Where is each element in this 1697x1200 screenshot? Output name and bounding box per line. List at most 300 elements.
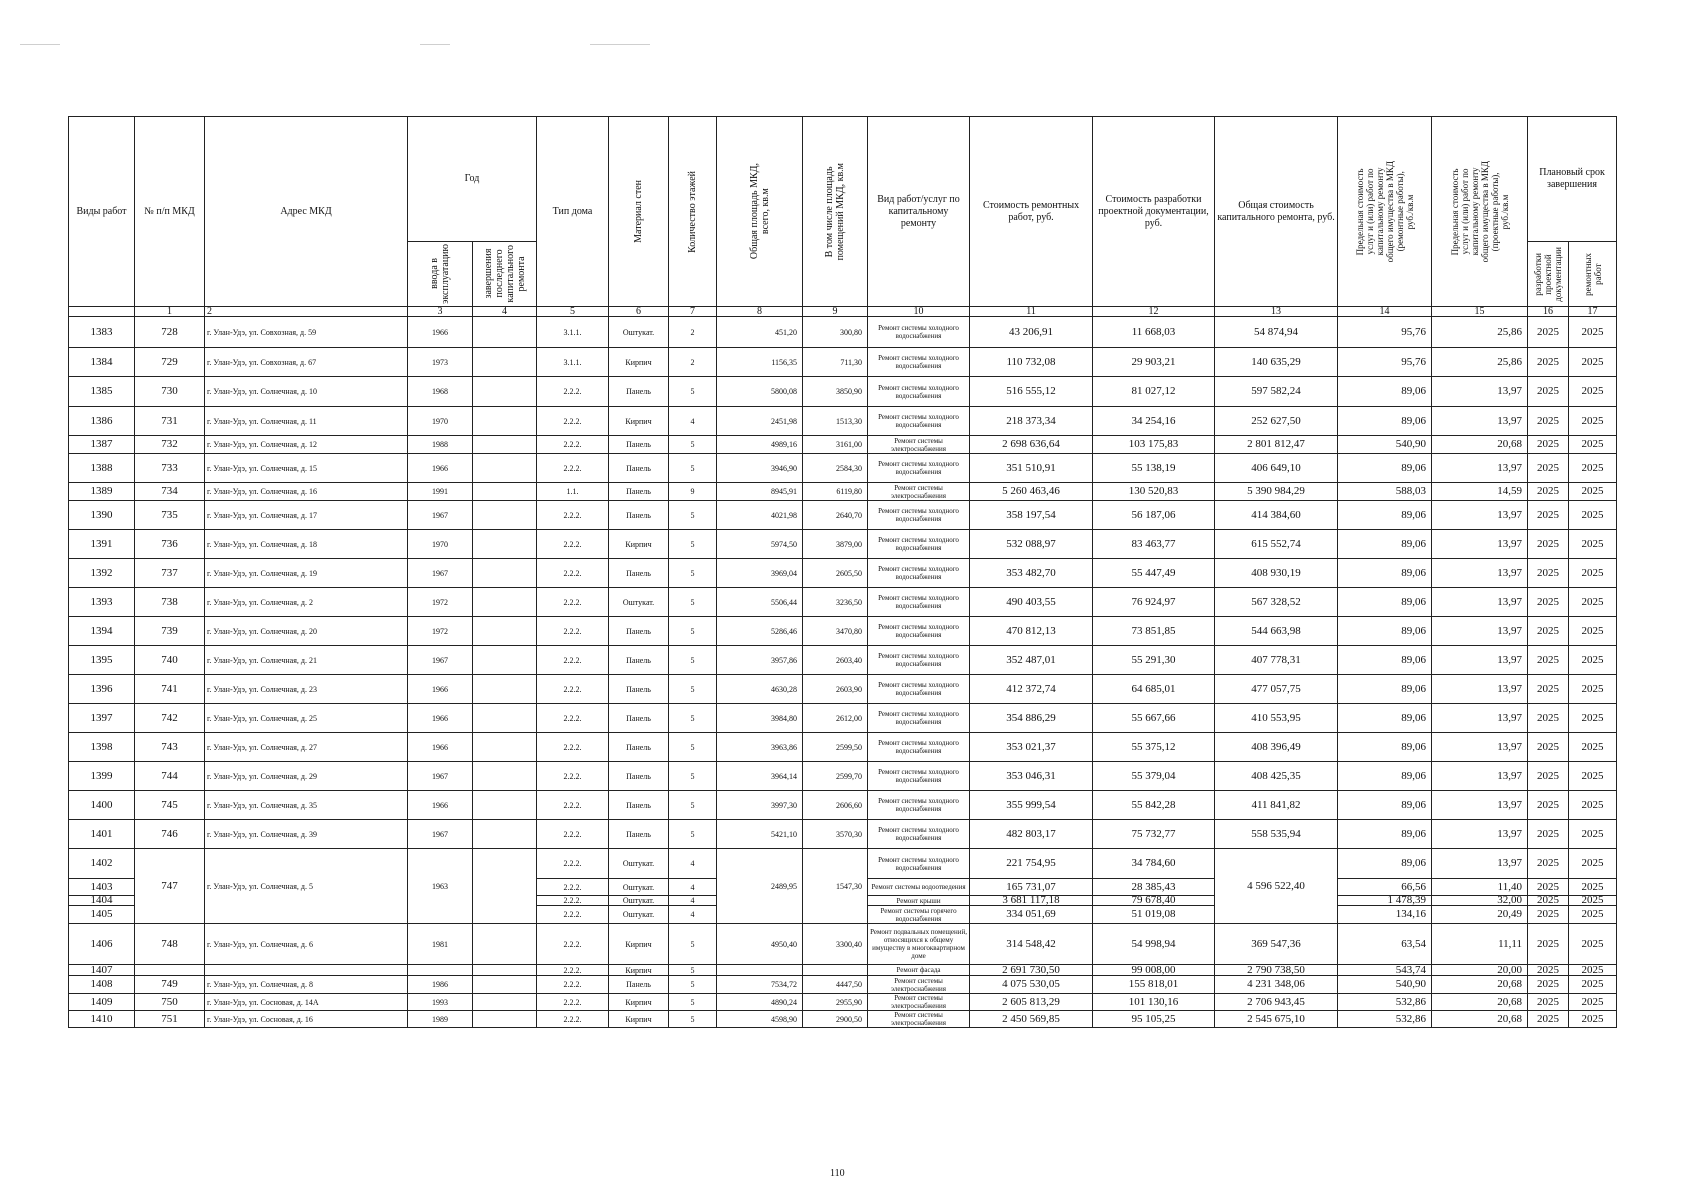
cell-premises-area: 2605,50 (803, 559, 868, 588)
cell-mkd-number: 741 (135, 675, 205, 704)
cell-total-area: 8945,91 (717, 483, 803, 501)
cell-limit-repair: 540,90 (1338, 976, 1432, 994)
cell-address: г. Улан-Удэ, ул. Солнечная, д. 18 (205, 530, 408, 559)
cell-total-area: 4890,24 (717, 994, 803, 1011)
cell-id: 1407 (69, 965, 135, 976)
cell-year-built: 1966 (408, 791, 473, 820)
cell-year-repair (473, 849, 537, 924)
header-design-cost: Стоимость разработки проектной документации, руб. (1093, 117, 1215, 307)
cell-premises-area: 2603,90 (803, 675, 868, 704)
cell-total-cost: 558 535,94 (1215, 820, 1338, 849)
cell-work: Ремонт системы электроснабжения (868, 976, 970, 994)
cell-limit-design: 13,97 (1432, 407, 1528, 436)
cell-deadline-repair: 2025 (1569, 994, 1617, 1011)
cell-total-area: 3964,14 (717, 762, 803, 791)
header-limit-design-text: Предельная стоимость услуг и (или) работ по капитальному ремонту общего имущества в МКД (проектные работы), руб./кв.м (1449, 160, 1510, 263)
cell-house-type: 2.2.2. (537, 588, 609, 617)
cell-floors: 5 (669, 762, 717, 791)
cell-house-type: 2.2.2. (537, 646, 609, 675)
cell-house-type: 2.2.2. (537, 849, 609, 879)
table-row (69, 849, 1617, 879)
cell-premises-area: 711,30 (803, 348, 868, 377)
cell-design-cost: 130 520,83 (1093, 483, 1215, 501)
cell-limit-design: 11,11 (1432, 924, 1528, 965)
cell-id: 1399 (69, 762, 135, 791)
cell-total-cost: 2 706 943,45 (1215, 994, 1338, 1011)
cell-deadline-repair: 2025 (1569, 762, 1617, 791)
cell-floors: 5 (669, 820, 717, 849)
header-limit-repair (1338, 117, 1432, 307)
cell-limit-design: 20,68 (1432, 994, 1528, 1011)
cell-wall: Панель (609, 762, 669, 791)
cell-deadline-design: 2025 (1528, 454, 1569, 483)
cell-wall: Панель (609, 377, 669, 407)
cell-design-cost: 95 105,25 (1093, 1011, 1215, 1028)
cell-design-cost: 11 668,03 (1093, 317, 1215, 348)
cell-repair-cost: 412 372,74 (970, 675, 1093, 704)
cell-deadline-repair: 2025 (1569, 617, 1617, 646)
cell-mkd-number: 737 (135, 559, 205, 588)
colnum: 7 (669, 307, 717, 317)
cell-house-type: 2.2.2. (537, 530, 609, 559)
cell-wall: Панель (609, 501, 669, 530)
cell-deadline-repair: 2025 (1569, 965, 1617, 976)
cell-wall: Панель (609, 483, 669, 501)
header-year-commissioning (408, 242, 473, 307)
cell-work: Ремонт системы холодного водоснабжения (868, 377, 970, 407)
cell-floors: 5 (669, 530, 717, 559)
cell-wall: Панель (609, 617, 669, 646)
cell-deadline-repair: 2025 (1569, 559, 1617, 588)
cell-house-type: 2.2.2. (537, 733, 609, 762)
cell-floors: 5 (669, 1011, 717, 1028)
colnum: 13 (1215, 307, 1338, 317)
cell-id: 1391 (69, 530, 135, 559)
cell-year-built: 1967 (408, 501, 473, 530)
table-row (69, 501, 1617, 530)
colnum: 17 (1569, 307, 1617, 317)
cell-total-area: 2489,95 (717, 849, 803, 924)
cell-address: г. Улан-Удэ, ул. Солнечная, д. 5 (205, 849, 408, 924)
header-repair-cost: Стоимость ремонтных работ, руб. (970, 117, 1093, 307)
cell-id: 1388 (69, 454, 135, 483)
cell-repair-cost: 334 051,69 (970, 906, 1093, 924)
cell-year-built: 1981 (408, 924, 473, 965)
cell-limit-design: 13,97 (1432, 454, 1528, 483)
cell-house-type: 2.2.2. (537, 906, 609, 924)
cell-total-cost: 567 328,52 (1215, 588, 1338, 617)
cell-floors: 5 (669, 965, 717, 976)
cell-mkd-number: 742 (135, 704, 205, 733)
cell-total-cost: 140 635,29 (1215, 348, 1338, 377)
cell-floors: 5 (669, 791, 717, 820)
header-year-commissioning-text: ввода в эксплуатацию (429, 244, 451, 304)
cell-deadline-repair: 2025 (1569, 896, 1617, 906)
cell-address: г. Улан-Удэ, ул. Солнечная, д. 20 (205, 617, 408, 646)
cell-total-cost: 54 874,94 (1215, 317, 1338, 348)
cell-year-repair (473, 646, 537, 675)
table-row (69, 317, 1617, 348)
cell-limit-design: 13,97 (1432, 617, 1528, 646)
cell-year-repair (473, 733, 537, 762)
cell-limit-repair: 89,06 (1338, 849, 1432, 879)
cell-repair-cost: 2 450 569,85 (970, 1011, 1093, 1028)
cell-deadline-repair: 2025 (1569, 1011, 1617, 1028)
cell-floors: 5 (669, 501, 717, 530)
cell-year-built: 1970 (408, 407, 473, 436)
header-wall-material-text: Материал стен (633, 180, 645, 243)
cell-address: г. Улан-Удэ, ул. Солнечная, д. 39 (205, 820, 408, 849)
cell-id: 1398 (69, 733, 135, 762)
cell-work: Ремонт системы электроснабжения (868, 483, 970, 501)
cell-premises-area: 3300,40 (803, 924, 868, 965)
cell-limit-design: 13,97 (1432, 791, 1528, 820)
cell-work: Ремонт системы холодного водоснабжения (868, 501, 970, 530)
cell-address: г. Улан-Удэ, ул. Солнечная, д. 23 (205, 675, 408, 704)
header-limit-design (1432, 117, 1528, 307)
cell-total-cost: 4 596 522,40 (1215, 849, 1338, 924)
colnum: 16 (1528, 307, 1569, 317)
header-premises-area (803, 117, 868, 307)
cell-total-cost: 615 552,74 (1215, 530, 1338, 559)
cell-limit-repair: 89,06 (1338, 704, 1432, 733)
page-number: 110 (830, 1168, 845, 1179)
cell-year-built: 1966 (408, 454, 473, 483)
cell-wall: Кирпич (609, 994, 669, 1011)
cell-total-area: 3957,86 (717, 646, 803, 675)
cell-year-repair (473, 820, 537, 849)
table-row (69, 762, 1617, 791)
cell-address: г. Улан-Удэ, ул. Сосновая, д. 14А (205, 994, 408, 1011)
cell-deadline-repair: 2025 (1569, 454, 1617, 483)
cell-wall: Кирпич (609, 1011, 669, 1028)
cell-year-repair (473, 976, 537, 994)
cell-deadline-design: 2025 (1528, 976, 1569, 994)
cell-repair-cost: 3 681 117,18 (970, 896, 1093, 906)
cell-year-repair (473, 348, 537, 377)
cell-limit-design: 20,68 (1432, 436, 1528, 454)
cell-deadline-repair: 2025 (1569, 675, 1617, 704)
cell-work: Ремонт системы горячего водоснабжения (868, 906, 970, 924)
cell-limit-design: 20,68 (1432, 1011, 1528, 1028)
cell-total-cost: 597 582,24 (1215, 377, 1338, 407)
header-total-area (717, 117, 803, 307)
cell-address: г. Улан-Удэ, ул. Солнечная, д. 11 (205, 407, 408, 436)
header-limit-repair-text: Предельная стоимость услуг и (или) работ по капитальному ремонту общего имущества в МКД (ремонтные работы), руб./кв.м (1354, 160, 1415, 263)
cell-deadline-design: 2025 (1528, 530, 1569, 559)
table-row (69, 530, 1617, 559)
cell-premises-area: 2599,70 (803, 762, 868, 791)
table-row (69, 733, 1617, 762)
cell-floors: 5 (669, 559, 717, 588)
cell-premises-area: 1513,30 (803, 407, 868, 436)
cell-total-cost: 408 930,19 (1215, 559, 1338, 588)
cell-design-cost: 55 379,04 (1093, 762, 1215, 791)
cell-deadline-design: 2025 (1528, 588, 1569, 617)
cell-year-built: 1993 (408, 994, 473, 1011)
header-deadline-repair (1569, 242, 1617, 307)
cell-id: 1383 (69, 317, 135, 348)
cell-year-built: 1967 (408, 820, 473, 849)
cell-design-cost: 99 008,00 (1093, 965, 1215, 976)
cell-limit-design: 11,40 (1432, 879, 1528, 896)
cell-deadline-repair: 2025 (1569, 646, 1617, 675)
scan-speck (420, 44, 450, 45)
header-year-last-repair (473, 242, 537, 307)
cell-repair-cost: 221 754,95 (970, 849, 1093, 879)
cell-total-cost: 369 547,36 (1215, 924, 1338, 965)
cell-house-type: 3.1.1. (537, 317, 609, 348)
cell-year-built: 1970 (408, 530, 473, 559)
table-row (69, 976, 1617, 994)
cell-limit-design: 13,97 (1432, 501, 1528, 530)
cell-limit-repair: 89,06 (1338, 675, 1432, 704)
cell-premises-area: 2584,30 (803, 454, 868, 483)
cell-mkd-number: 748 (135, 924, 205, 965)
cell-year-repair (473, 994, 537, 1011)
cell-deadline-repair: 2025 (1569, 588, 1617, 617)
cell-deadline-design: 2025 (1528, 849, 1569, 879)
cell-work: Ремонт системы холодного водоснабжения (868, 791, 970, 820)
cell-work: Ремонт системы холодного водоснабжения (868, 704, 970, 733)
table-body (69, 317, 1617, 849)
cell-address: г. Улан-Удэ, ул. Солнечная, д. 29 (205, 762, 408, 791)
cell-premises-area: 4447,50 (803, 976, 868, 994)
cell-premises-area: 2603,40 (803, 646, 868, 675)
cell-deadline-design: 2025 (1528, 559, 1569, 588)
header-house-type: Тип дома (537, 117, 609, 307)
cell-floors: 5 (669, 588, 717, 617)
cell-id: 1387 (69, 436, 135, 454)
cell-limit-design: 25,86 (1432, 348, 1528, 377)
cell-house-type: 2.2.2. (537, 407, 609, 436)
cell-repair-cost: 352 487,01 (970, 646, 1093, 675)
cell-deadline-design: 2025 (1528, 762, 1569, 791)
cell-id: 1405 (69, 906, 135, 924)
table-row (69, 924, 1617, 965)
cell-work: Ремонт подвальных помещений, относящихся к общему имуществу в многоквартирном доме (868, 924, 970, 965)
cell-id: 1393 (69, 588, 135, 617)
header-address: Адрес МКД (205, 117, 408, 307)
cell-house-type: 2.2.2. (537, 879, 609, 896)
cell-id: 1409 (69, 994, 135, 1011)
colnum: 14 (1338, 307, 1432, 317)
cell-design-cost: 101 130,16 (1093, 994, 1215, 1011)
cell-mkd-number: 731 (135, 407, 205, 436)
cell-total-cost: 2 801 812,47 (1215, 436, 1338, 454)
cell-address: г. Улан-Удэ, ул. Сосновая, д. 16 (205, 1011, 408, 1028)
cell-wall: Панель (609, 791, 669, 820)
cell-wall: Панель (609, 559, 669, 588)
cell-repair-cost: 5 260 463,46 (970, 483, 1093, 501)
cell-floors: 9 (669, 483, 717, 501)
cell-work: Ремонт системы электроснабжения (868, 436, 970, 454)
colnum (69, 307, 135, 317)
table-row (69, 646, 1617, 675)
table-row (69, 436, 1617, 454)
cell-wall: Панель (609, 646, 669, 675)
cell-id: 1410 (69, 1011, 135, 1028)
cell-year-built: 1963 (408, 849, 473, 924)
cell-deadline-design: 2025 (1528, 646, 1569, 675)
cell-year-built: 1973 (408, 348, 473, 377)
cell-repair-cost: 490 403,55 (970, 588, 1093, 617)
cell-house-type: 3.1.1. (537, 348, 609, 377)
cell-wall: Панель (609, 454, 669, 483)
cell-repair-cost: 353 021,37 (970, 733, 1093, 762)
cell-deadline-design: 2025 (1528, 896, 1569, 906)
cell-floors: 5 (669, 994, 717, 1011)
cell-premises-area: 3236,50 (803, 588, 868, 617)
cell-year-repair (473, 762, 537, 791)
cell-floors: 5 (669, 675, 717, 704)
colnum: 5 (537, 307, 609, 317)
cell-address: г. Улан-Удэ, ул. Солнечная, д. 25 (205, 704, 408, 733)
cell-limit-repair: 63,54 (1338, 924, 1432, 965)
cell-total-area: 3969,04 (717, 559, 803, 588)
cell-house-type: 2.2.2. (537, 924, 609, 965)
cell-repair-cost: 358 197,54 (970, 501, 1093, 530)
cell-mkd-number: 736 (135, 530, 205, 559)
cell-deadline-design: 2025 (1528, 906, 1569, 924)
cell-year-repair (473, 317, 537, 348)
cell-repair-cost: 354 886,29 (970, 704, 1093, 733)
cell-address (205, 965, 408, 976)
cell-mkd-number: 745 (135, 791, 205, 820)
table-row (69, 454, 1617, 483)
cell-design-cost: 75 732,77 (1093, 820, 1215, 849)
header-deadline-design-text: разработки проектной документации (1533, 246, 1564, 302)
cell-mkd-number: 733 (135, 454, 205, 483)
colnum: 9 (803, 307, 868, 317)
cell-total-area: 4950,40 (717, 924, 803, 965)
cell-floors: 5 (669, 976, 717, 994)
colnum: 11 (970, 307, 1093, 317)
cell-repair-cost: 353 046,31 (970, 762, 1093, 791)
cell-house-type: 2.2.2. (537, 1011, 609, 1028)
cell-repair-cost: 532 088,97 (970, 530, 1093, 559)
cell-deadline-repair: 2025 (1569, 820, 1617, 849)
colnum: 1 (135, 307, 205, 317)
cell-design-cost: 56 187,06 (1093, 501, 1215, 530)
cell-limit-repair: 89,06 (1338, 820, 1432, 849)
cell-wall: Кирпич (609, 924, 669, 965)
cell-design-cost: 64 685,01 (1093, 675, 1215, 704)
cell-year-repair (473, 1011, 537, 1028)
cell-work: Ремонт системы холодного водоснабжения (868, 530, 970, 559)
cell-floors: 4 (669, 896, 717, 906)
cell-deadline-repair: 2025 (1569, 879, 1617, 896)
cell-year-repair (473, 965, 537, 976)
cell-deadline-design: 2025 (1528, 617, 1569, 646)
cell-total-cost: 408 396,49 (1215, 733, 1338, 762)
cell-premises-area: 1547,30 (803, 849, 868, 924)
cell-id: 1389 (69, 483, 135, 501)
cell-wall: Оштукат. (609, 906, 669, 924)
cell-wall: Оштукат. (609, 317, 669, 348)
cell-deadline-repair: 2025 (1569, 530, 1617, 559)
cell-floors: 5 (669, 646, 717, 675)
cell-address: г. Улан-Удэ, ул. Солнечная, д. 2 (205, 588, 408, 617)
cell-deadline-repair: 2025 (1569, 704, 1617, 733)
cell-deadline-repair: 2025 (1569, 791, 1617, 820)
colnum: 3 (408, 307, 473, 317)
cell-address: г. Улан-Удэ, ул. Солнечная, д. 21 (205, 646, 408, 675)
colnum: 2 (205, 307, 408, 317)
cell-total-area: 4021,98 (717, 501, 803, 530)
cell-total-area: 4598,90 (717, 1011, 803, 1028)
cell-year-repair (473, 617, 537, 646)
cell-design-cost: 28 385,43 (1093, 879, 1215, 896)
cell-year-repair (473, 483, 537, 501)
cell-wall: Панель (609, 733, 669, 762)
cell-id: 1401 (69, 820, 135, 849)
cell-id: 1395 (69, 646, 135, 675)
header-premises-area-text: В том числе площадь помещений МКД, кв.м (824, 162, 847, 261)
cell-year-built: 1967 (408, 762, 473, 791)
cell-address: г. Улан-Удэ, ул. Солнечная, д. 19 (205, 559, 408, 588)
colnum: 12 (1093, 307, 1215, 317)
cell-work: Ремонт системы холодного водоснабжения (868, 762, 970, 791)
cell-mkd-number: 739 (135, 617, 205, 646)
cell-limit-repair: 89,06 (1338, 791, 1432, 820)
header-total-cost: Общая стоимость капитального ремонта, руб. (1215, 117, 1338, 307)
cell-work: Ремонт системы электроснабжения (868, 994, 970, 1011)
cell-floors: 5 (669, 733, 717, 762)
cell-house-type: 2.2.2. (537, 559, 609, 588)
cell-premises-area: 3470,80 (803, 617, 868, 646)
cell-limit-repair: 89,06 (1338, 501, 1432, 530)
cell-wall: Оштукат. (609, 879, 669, 896)
cell-year-built: 1991 (408, 483, 473, 501)
cell-limit-design: 13,97 (1432, 377, 1528, 407)
cell-year-repair (473, 559, 537, 588)
cell-premises-area: 300,80 (803, 317, 868, 348)
cell-repair-cost: 2 698 636,64 (970, 436, 1093, 454)
cell-repair-cost: 43 206,91 (970, 317, 1093, 348)
cell-mkd-number: 728 (135, 317, 205, 348)
header-wall-material (609, 117, 669, 307)
cell-total-cost: 2 545 675,10 (1215, 1011, 1338, 1028)
cell-limit-repair: 89,06 (1338, 733, 1432, 762)
cell-limit-repair: 89,06 (1338, 407, 1432, 436)
cell-design-cost: 51 019,08 (1093, 906, 1215, 924)
header-work-types: Виды работ (69, 117, 135, 307)
cell-house-type: 2.2.2. (537, 617, 609, 646)
cell-deadline-design: 2025 (1528, 675, 1569, 704)
scan-speck (590, 44, 650, 45)
cell-limit-repair: 89,06 (1338, 588, 1432, 617)
cell-wall: Оштукат. (609, 588, 669, 617)
cell-house-type: 2.2.2. (537, 994, 609, 1011)
column-numbers (69, 307, 1617, 317)
cell-year-built: 1989 (408, 1011, 473, 1028)
cell-id: 1400 (69, 791, 135, 820)
cell-mkd-number: 738 (135, 588, 205, 617)
cell-mkd-number: 743 (135, 733, 205, 762)
cell-repair-cost: 470 812,13 (970, 617, 1093, 646)
cell-repair-cost: 218 373,34 (970, 407, 1093, 436)
cell-deadline-design: 2025 (1528, 1011, 1569, 1028)
cell-limit-repair: 89,06 (1338, 454, 1432, 483)
cell-total-area: 3984,80 (717, 704, 803, 733)
cell-work: Ремонт системы холодного водоснабжения (868, 454, 970, 483)
header-work-kind: Вид работ/услуг по капитальному ремонту (868, 117, 970, 307)
cell-deadline-repair: 2025 (1569, 976, 1617, 994)
cell-year-built: 1986 (408, 976, 473, 994)
cell-work: Ремонт системы холодного водоснабжения (868, 407, 970, 436)
cell-id: 1386 (69, 407, 135, 436)
